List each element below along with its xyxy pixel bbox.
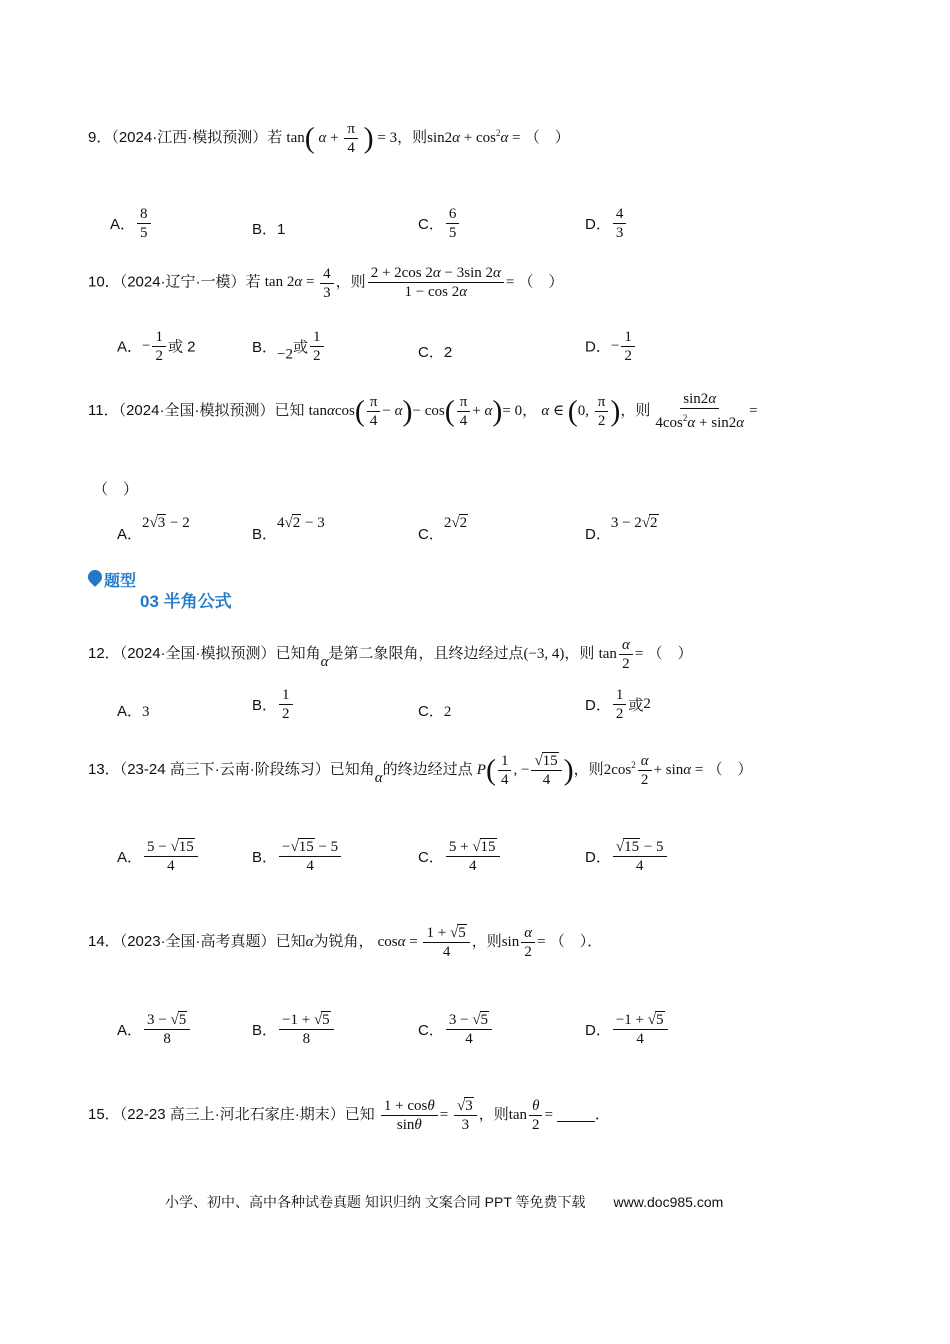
question-15: 15．（22-23 高三上·河北石家庄·期末）已知 $\frac{1 + \cos\theta}{\sin\theta}$ = $\frac{√3}{3}$ ，则tan $\frac{\theta}{2}$ = ．	[88, 1098, 611, 1133]
footer-text: 小学、初中、高中各种试卷真题 知识归纳 文案合同 PPT 等免费下载	[165, 1194, 586, 1210]
option-c[interactable]: C． $\frac{3 - √5}{4}$	[418, 1011, 494, 1048]
option-b[interactable]: B．1	[252, 221, 286, 238]
option-b[interactable]: B． $\frac{-√15 - 5}{4}$	[252, 838, 343, 875]
equation: tan 2α = $\frac{4}{3}$	[265, 274, 336, 290]
question-13: 13．（23-24 高三下·云南·阶段练习）已知角α的终边经过点 P( $\frac{1}{4}$ , − $\frac{√15}{4}$ )，则$2\cos^2$ $\frac{\alpha}{2}$ + sinα = （ ）	[88, 753, 753, 788]
expression: $\sin 2\alpha + \cos^2\alpha$ =	[427, 127, 521, 146]
question-number: 9．	[88, 128, 112, 146]
option-c[interactable]: C．2√2	[418, 515, 468, 543]
equation: tanαcos( $\frac{\pi}{4}$ − α)− cos( $\frac{\pi}{4}$ + α)= 0	[308, 394, 523, 430]
option-d[interactable]: D． $\frac{4}{3}$	[585, 205, 628, 242]
option-c[interactable]: C． $\frac{6}{5}$	[418, 205, 461, 242]
domain-condition: α ∈ (0, $\frac{\pi}{2}$ )	[541, 394, 621, 430]
section-label: 题型	[104, 573, 137, 590]
option-d[interactable]: D． $\frac{√15 - 5}{4}$	[585, 838, 669, 875]
expression: sin $\frac{\alpha}{2}$ =	[501, 925, 546, 960]
expression: tan $\frac{\alpha}{2}$ =	[598, 637, 644, 672]
option-a[interactable]: A． $\frac{3 - √5}{8}$	[117, 1011, 192, 1048]
option-c[interactable]: C．2	[418, 703, 452, 720]
footer-link[interactable]: www.doc985.com	[613, 1194, 724, 1210]
option-c[interactable]: C． $\frac{5 + √15}{4}$	[418, 838, 502, 875]
equation: $\frac{1 + \cos\theta}{\sin\theta}$ = $\frac{√3}{3}$	[379, 1107, 479, 1123]
expression: $2\cos^2$ $\frac{\alpha}{2}$ + sinα =	[603, 753, 704, 788]
question-11: 11．（2024·全国·模拟预测）已知 tanαcos( $\frac{\pi}{4}$ − α)− cos( $\frac{\pi}{4}$ + α)= 0， α ∈ (0, $\frac{\pi}{2}$ )，则 $\frac{\sin 2\alpha}{4\cos^2\alpha + \sin 2\alpha}$ =	[88, 391, 758, 431]
answer-blank[interactable]	[557, 1107, 595, 1122]
option-b[interactable]: B． $\frac{-1 + √5}{8}$	[252, 1011, 336, 1048]
expression: $\frac{\sin 2\alpha}{4\cos^2\alpha + \sin 2\alpha}$	[655, 391, 745, 431]
expression: $\frac{2 + 2\cos 2\alpha - 3\sin 2\alpha}{1 - \cos 2\alpha}$	[368, 264, 504, 301]
option-d[interactable]: D． $\frac{-1 + √5}{4}$	[585, 1011, 670, 1048]
option-a[interactable]: A．3	[117, 703, 150, 720]
expression: tan $\frac{\theta}{2}$ =	[508, 1098, 554, 1133]
footer	[165, 1192, 723, 1212]
option-a[interactable]: A． $\frac{5 - √15}{4}$	[117, 838, 200, 875]
option-b[interactable]: B．4√2 − 3	[252, 515, 325, 543]
option-c[interactable]: C．2	[418, 344, 453, 361]
equation: tan( α + $\frac{\pi}{4}$ ) = 3	[286, 121, 398, 156]
option-a[interactable]: A． $\frac{8}{5}$	[110, 205, 153, 242]
question-11-bracket: （ ）	[93, 481, 139, 498]
option-a[interactable]: A．− $\frac{1}{2}$ 或 2	[117, 329, 196, 364]
section-marker-icon	[85, 567, 105, 587]
question-source: （2024·江西·模拟预测）	[111, 128, 268, 146]
question-12: 12．（2024·全国·模拟预测）已知角α是第二象限角，且终边经过点(−3, 4)，则 tan $\frac{\alpha}{2}$ = （ ）	[88, 637, 693, 672]
question-14: 14．（2023·全国·高考真题）已知α为锐角， cosα = $\frac{1 + √5}{4}$ ，则sin $\frac{\alpha}{2}$ = （ ）．	[88, 925, 603, 960]
option-d[interactable]: D．3 − 2√2	[585, 515, 658, 543]
point: P( $\frac{1}{4}$ , − $\frac{√15}{4}$ )	[476, 753, 574, 788]
option-b[interactable]: B． $\frac{1}{2}$	[252, 686, 295, 723]
equation: cosα = $\frac{1 + √5}{4}$	[378, 934, 472, 950]
question-10: 10．（2024·辽宁·一模）若 tan 2α = $\frac{4}{3}$ ，则 $\frac{2 + 2\cos 2\alpha - 3\sin 2\alpha}{1 - \cos 2\alpha}$ = （ ）	[88, 265, 564, 301]
option-b[interactable]: B．−2或 $\frac{1}{2}$	[252, 328, 326, 365]
section-title: 03 半角公式	[140, 592, 232, 611]
option-a[interactable]: A．2√3 − 2	[117, 515, 190, 543]
option-d[interactable]: D．− $\frac{1}{2}$	[585, 328, 637, 365]
question-9: 9．（2024·江西·模拟预测）若 tan( α + $\frac{\pi}{4}$ ) = 3，则$\sin 2\alpha + \cos^2\alpha$ = （ ）	[88, 121, 570, 156]
option-d[interactable]: D． $\frac{1}{2}$ 或2	[585, 687, 651, 722]
